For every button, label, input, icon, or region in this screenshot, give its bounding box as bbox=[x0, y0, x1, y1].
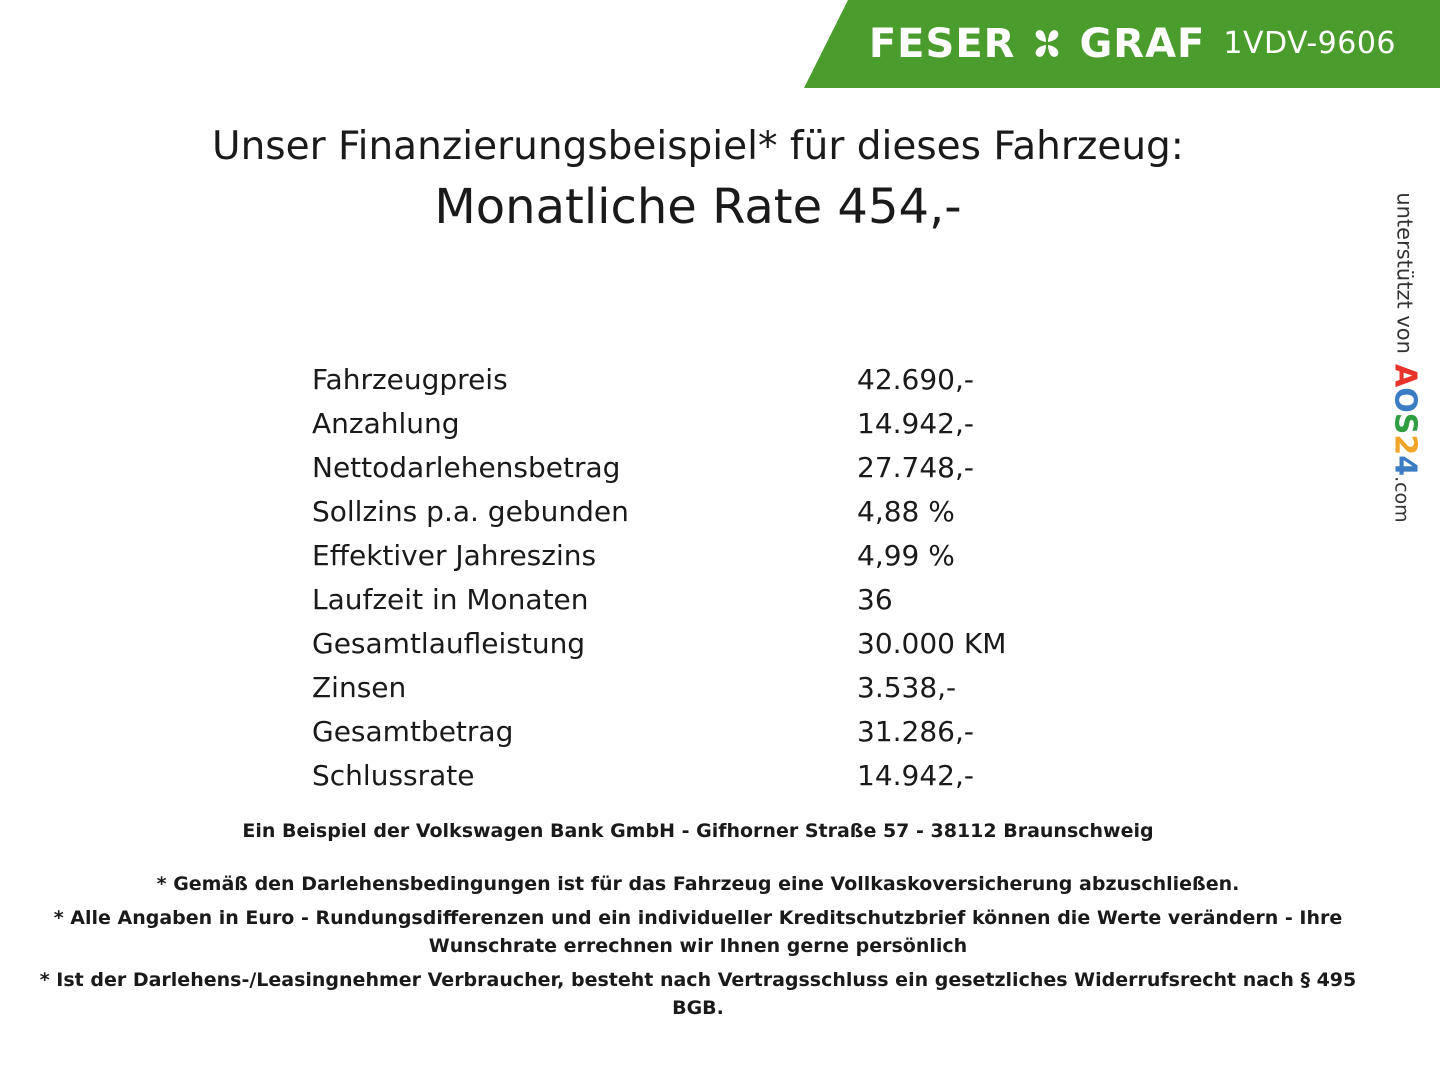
table-row bbox=[312, 404, 1072, 448]
row-value: 14.942,- bbox=[857, 407, 974, 440]
row-value: 30.000 KM bbox=[857, 627, 1007, 660]
feser-graf-logo bbox=[868, 21, 1206, 67]
row-label: Sollzins p.a. gebunden bbox=[312, 495, 629, 528]
supported-by-label: unterstützt von bbox=[1393, 192, 1417, 354]
table-row bbox=[312, 712, 1072, 756]
table-row bbox=[312, 580, 1072, 624]
header-banner bbox=[848, 0, 1440, 88]
aos-letter-o: O bbox=[1387, 387, 1423, 413]
vehicle-id: 1VDV-9606 bbox=[1223, 26, 1396, 61]
row-value: 42.690,- bbox=[857, 363, 974, 396]
row-label: Gesamtbetrag bbox=[312, 715, 514, 748]
table-row bbox=[312, 360, 1072, 404]
row-value: 14.942,- bbox=[857, 759, 974, 792]
aos-domain-suffix: .com bbox=[1390, 476, 1413, 523]
row-label: Laufzeit in Monaten bbox=[312, 583, 589, 616]
row-value: 4,99 % bbox=[857, 539, 955, 572]
table-row bbox=[312, 536, 1072, 580]
table-row bbox=[312, 668, 1072, 712]
row-value: 3.538,- bbox=[857, 671, 957, 704]
row-label: Gesamtlaufleistung bbox=[312, 627, 586, 660]
bank-info-line: Ein Beispiel der Volkswagen Bank GmbH - Gifhorner Straße 57 - 38112 Braunschweig bbox=[242, 820, 1154, 842]
row-label: Nettodarlehensbetrag bbox=[312, 451, 621, 484]
row-value: 36 bbox=[857, 583, 893, 616]
table-row bbox=[312, 756, 1072, 800]
page-title: Unser Finanzierungsbeispiel* für dieses Fahrzeug: bbox=[212, 124, 1184, 169]
brand-name-first: FESER bbox=[868, 21, 1016, 67]
aos-letter-four: 4 bbox=[1387, 455, 1423, 477]
table-row bbox=[312, 624, 1072, 668]
row-label: Anzahlung bbox=[312, 407, 460, 440]
aos-letter-two: 2 bbox=[1387, 434, 1423, 456]
brand-name-second: GRAF bbox=[1079, 21, 1206, 67]
table-row bbox=[312, 492, 1072, 536]
footnote: * Gemäß den Darlehensbedingungen ist für das Fahrzeug eine Vollkaskoversicherung abzuschließen. bbox=[156, 872, 1240, 895]
row-label: Zinsen bbox=[312, 671, 407, 704]
footer bbox=[0, 818, 1396, 1022]
footer-notes bbox=[0, 871, 1396, 1023]
row-label: Schlussrate bbox=[312, 759, 475, 792]
row-label: Effektiver Jahreszins bbox=[312, 539, 597, 572]
row-value: 27.748,- bbox=[857, 451, 974, 484]
row-label: Fahrzeugpreis bbox=[312, 363, 508, 396]
clover-icon bbox=[1029, 26, 1065, 62]
aos24-logo bbox=[1388, 364, 1423, 523]
monthly-rate-title: Monatliche Rate 454,- bbox=[434, 178, 962, 235]
finance-details-table bbox=[312, 360, 1072, 800]
table-row bbox=[312, 448, 1072, 492]
row-value: 31.286,- bbox=[857, 715, 974, 748]
aos-letter-s: S bbox=[1387, 412, 1423, 435]
supported-by-rotated-content bbox=[1388, 192, 1423, 522]
title-block bbox=[0, 124, 1396, 237]
row-value: 4,88 % bbox=[857, 495, 955, 528]
aos-letter-a: A bbox=[1387, 363, 1423, 388]
footnote: * Ist der Darlehens-/Leasingnehmer Verbraucher, besteht nach Vertragsschluss ein gesetzliches Widerrufsrecht nach § 495 BGB. bbox=[39, 969, 1357, 1019]
footnote: * Alle Angaben in Euro - Rundungsdifferenzen und ein individueller Kreditschutzbrief können die Werte verändern - Ihre Wunschrate errechnen wir Ihnen gerne persönlich bbox=[53, 907, 1343, 957]
supported-by-strip bbox=[1384, 192, 1426, 770]
brand-wrap bbox=[848, 0, 1440, 88]
